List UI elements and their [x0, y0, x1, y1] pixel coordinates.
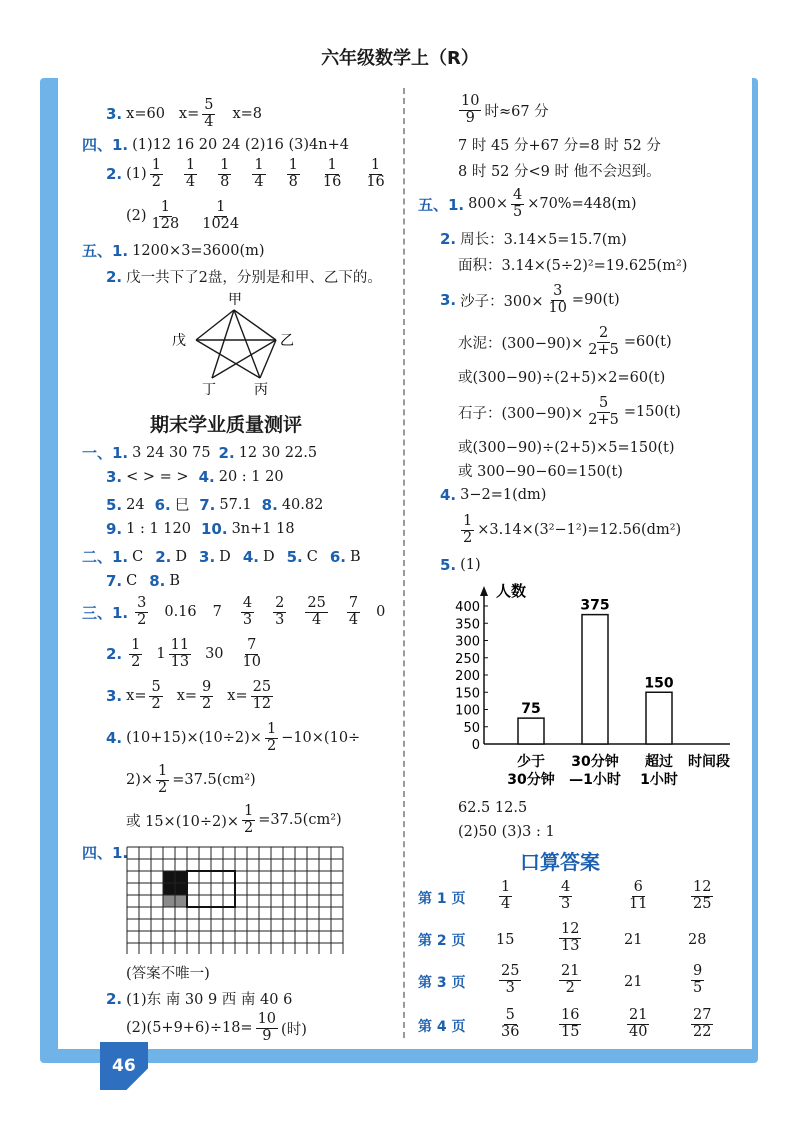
item-number: 6.: [154, 495, 171, 514]
fraction: 1 1024: [202, 199, 240, 232]
bar-chart: [440, 578, 750, 796]
answer-row: [458, 800, 527, 816]
fraction: 1 16: [322, 157, 342, 190]
fraction: $\frac{3}{10}$: [548, 283, 567, 316]
item-number: 4.: [106, 729, 123, 748]
answer-row: [106, 680, 276, 713]
answer-text: D: [219, 548, 231, 565]
oral-answers-title: 口算答案: [520, 850, 600, 874]
fraction: $\frac{25}{12}$: [252, 679, 272, 712]
answer-row: [106, 266, 382, 287]
answer-text: 时≈67 分: [484, 103, 549, 120]
answer-text: x=: [176, 688, 198, 705]
answer-row: [126, 962, 210, 983]
answer-text: 3 24 30 75: [132, 444, 211, 461]
answer-note: (答案不唯一): [126, 966, 210, 982]
answer-text: 0.16: [164, 604, 197, 621]
oral-answer-fraction: $\frac{21}{2}$: [561, 963, 580, 996]
answer-row: [458, 460, 623, 481]
item-number: 四、1.: [82, 844, 129, 862]
data-label: 150: [644, 675, 674, 692]
fraction: 1 2: [151, 157, 161, 190]
graph-edge: [212, 310, 234, 378]
answer-row: [458, 160, 661, 181]
fraction: 1 4: [185, 157, 196, 190]
answer-text: x=: [178, 106, 200, 123]
answer-text: (1): [126, 166, 147, 183]
answer-text: 12 30 22.5: [238, 444, 318, 461]
item-number: 一、1.: [82, 444, 129, 462]
shaded-square: [175, 871, 187, 883]
fraction: $\frac{5}{2+5}$: [588, 395, 619, 428]
category-label: 超过: [645, 754, 673, 770]
answer-text: −10×(10÷: [281, 730, 361, 747]
fraction: $\frac{4}{5}$: [512, 187, 523, 220]
section-title: 期末学业质量测评: [150, 414, 303, 436]
answer-row: [82, 240, 265, 261]
answer-row: [458, 514, 681, 547]
data-label: 375: [580, 597, 610, 614]
answer-text: 或 300−90−60=150(t): [458, 464, 623, 480]
category-label: —1小时: [569, 772, 621, 788]
answer-row: [440, 486, 546, 504]
answer-text: x=60: [126, 106, 165, 123]
graph-edge: [212, 340, 276, 378]
fraction: 7 4: [348, 595, 359, 628]
oral-answer-value: 21: [624, 932, 643, 948]
node-ding: 丁: [202, 382, 216, 398]
answer-row: [106, 638, 266, 671]
answer-text: (时): [281, 1021, 307, 1038]
oral-answer-fraction: $\frac{1}{4}$: [501, 879, 511, 912]
shaded-square: [163, 871, 175, 883]
answer-text: (1)东 南 30 9 西 南 40 6: [126, 992, 293, 1008]
page-header: 六年级数学上（R）: [321, 48, 479, 69]
answer-row: [106, 158, 390, 191]
bar: [518, 718, 544, 744]
y-axis-arrow: [480, 586, 488, 596]
oral-page-label: 第 4 页: [418, 1019, 466, 1035]
item-number: 2.: [106, 165, 123, 184]
answer-text: 1200×3=3600(m): [132, 242, 265, 259]
data-label: 75: [521, 701, 541, 718]
item-number: 五、1.: [82, 242, 129, 260]
fraction: $\frac{1}{2}$: [244, 803, 254, 836]
item-number: 五、1.: [418, 195, 465, 214]
category-label: 1小时: [640, 772, 678, 788]
answer-text: 或 15×(10÷2)×: [126, 813, 239, 830]
answer-text: 24: [126, 496, 145, 513]
answer-row: [126, 1012, 307, 1045]
oral-answer-value: 28: [688, 932, 707, 948]
answer-row: [82, 134, 349, 155]
answer-text: x=: [126, 688, 147, 705]
answer-row: [126, 200, 244, 233]
item-number: 5.: [286, 547, 303, 566]
item-number: 4.: [242, 547, 259, 566]
fraction: 1 2: [131, 637, 141, 670]
category-label: 少于: [517, 754, 545, 770]
answer-text: C: [132, 548, 144, 565]
item-number: 3.: [440, 291, 457, 310]
answer-text: 或(300−90)÷(2+5)×2=60(t): [458, 370, 666, 386]
answer-text: 3n+1 18: [231, 521, 295, 537]
y-tick-label: 200: [455, 669, 480, 684]
answer-text: =150(t): [623, 404, 681, 421]
answer-row: [458, 254, 687, 275]
answer-text: 20 : 1 20: [218, 469, 284, 485]
oral-page-label: 第 3 页: [418, 975, 466, 991]
shaded-square: [163, 883, 175, 895]
answer-row: [456, 94, 549, 127]
graph-edge: [196, 310, 234, 340]
item-number: 2.: [155, 547, 172, 566]
fraction: $\frac{5}{2}$: [151, 679, 161, 712]
fraction: $\frac{1}{2}$: [266, 721, 277, 754]
answer-row: [106, 988, 292, 1009]
page-number: 46: [112, 1056, 136, 1076]
fraction: 2 3: [275, 595, 285, 628]
item-number: 8.: [149, 572, 166, 590]
oral-answer-fraction: $\frac{21}{40}$: [629, 1007, 648, 1040]
item-number: 2.: [106, 645, 123, 664]
answer-text: < > = >: [126, 469, 189, 485]
answer-text: =37.5(cm²): [172, 772, 256, 789]
oral-answer-fraction: $\frac{25}{3}$: [501, 963, 520, 996]
fraction: 1 16: [366, 157, 385, 190]
fraction: $\frac{1}{2}$: [158, 763, 168, 796]
answer-text: 石子：(300−90)×: [458, 405, 584, 422]
oral-answer-value: 21: [624, 974, 643, 990]
answer-text: =37.5(cm²): [258, 812, 342, 829]
item-number: 三、1.: [82, 603, 129, 622]
fraction: 1 8: [220, 157, 230, 190]
item-number: 3.: [106, 468, 123, 486]
y-tick-label: 50: [463, 720, 480, 736]
item-number: 7.: [106, 572, 123, 590]
item-number: 2.: [106, 989, 123, 1008]
answer-row: [440, 556, 481, 574]
oral-page-label: 第 1 页: [418, 891, 466, 907]
oral-answer-fraction: $\frac{12}{25}$: [693, 879, 712, 912]
answer-text: (2): [126, 208, 147, 225]
answer-text: x=8: [232, 106, 263, 123]
answer-row: [440, 228, 627, 249]
answer-row: [106, 722, 360, 755]
answer-text: ×3.14×(3²−1²)=12.56(dm²): [477, 522, 682, 539]
answer-text: (2)50 (3)3 : 1: [458, 824, 555, 840]
shaded-square: [175, 895, 187, 907]
item-number: 4.: [198, 468, 215, 486]
answer-text: 8 时 52 分<9 时 他不会迟到。: [458, 164, 661, 180]
answer-row: [82, 442, 317, 463]
item-number: 9.: [106, 520, 123, 538]
answer-text: x=: [227, 688, 248, 705]
node-wu: 戊: [172, 333, 186, 349]
category-label: 30分钟: [571, 754, 619, 770]
answer-text: 或(300−90)÷(2+5)×5=150(t): [458, 440, 675, 456]
answer-text: 57.1: [219, 496, 252, 513]
node-yi: 乙: [280, 333, 294, 349]
answer-text: 周长：3.14×5=15.7(m): [460, 232, 627, 248]
answer-row: [106, 494, 323, 515]
answer-row: [458, 824, 555, 840]
item-number: 6.: [329, 547, 346, 566]
oral-answer-fraction: $\frac{27}{22}$: [693, 1007, 712, 1040]
answer-row: [458, 436, 675, 457]
item-number: 10.: [200, 520, 228, 538]
answer-text: ×70%=448(m): [527, 196, 637, 213]
shaded-square: [163, 895, 175, 907]
answer-text: 40.82: [281, 496, 324, 513]
fraction: $\frac{9}{2}$: [202, 679, 212, 712]
y-axis-label: 人数: [496, 582, 527, 600]
oral-answer-fraction: $\frac{6}{11}$: [629, 879, 648, 912]
answer-text: 62.5 12.5: [458, 800, 528, 816]
fraction: 10 9: [461, 93, 480, 126]
answer-row: [82, 596, 385, 629]
match-graph: [168, 288, 308, 398]
fraction: 3 2: [137, 595, 147, 628]
fraction: 25 4: [307, 595, 326, 628]
fraction: 7 10: [242, 637, 261, 670]
answer-text: B: [169, 573, 181, 589]
y-tick-label: 400: [455, 600, 480, 615]
fraction: $\frac{1}{2}$: [463, 513, 473, 546]
item-number: 2.: [106, 267, 123, 286]
y-tick-label: 100: [455, 703, 480, 719]
answer-text: 戊一共下了2盘，分别是和甲、乙下的。: [126, 270, 382, 286]
square-grid: [126, 846, 346, 954]
oral-answer-fraction: $\frac{4}{3}$: [561, 879, 571, 912]
graph-edge: [234, 310, 260, 378]
y-tick-label: 250: [455, 651, 480, 667]
fraction: $\frac{10}{9}$: [257, 1011, 277, 1044]
answer-row: [440, 284, 620, 317]
answer-text: C: [126, 573, 138, 589]
category-label: 30分钟: [507, 772, 555, 788]
fraction: 1 128: [151, 199, 180, 232]
oral-page-label: 第 2 页: [418, 933, 466, 949]
answer-row: [82, 842, 132, 863]
answer-text: 水泥：(300−90)×: [458, 335, 584, 352]
fraction: 4 3: [242, 595, 253, 628]
graph-edge: [260, 340, 276, 378]
answer-text: 7 时 45 分+67 分=8 时 52 分: [458, 138, 661, 154]
answer-text: D: [262, 548, 275, 565]
answer-row: [418, 188, 636, 221]
x-axis-label: 时间段: [688, 754, 730, 770]
answer-text: =90(t): [571, 292, 620, 309]
answer-row: [458, 134, 661, 155]
y-tick-label: 300: [455, 634, 480, 650]
graph-edge: [196, 340, 260, 378]
oral-answer-fraction: $\frac{5}{36}$: [501, 1007, 520, 1040]
answer-text: 巳: [174, 498, 190, 514]
item-number: 四、1.: [82, 136, 129, 154]
answer-text: (1): [460, 557, 481, 573]
item-number: 5.: [440, 556, 457, 574]
oral-answer-fraction: $\frac{12}{13}$: [561, 921, 580, 954]
answer-text: (10+15)×(10÷2)×: [126, 730, 262, 747]
answer-text: 2)×: [126, 772, 154, 789]
item-number: 3.: [106, 687, 123, 706]
shaded-square: [175, 883, 187, 895]
answer-row: [106, 572, 180, 590]
bar: [646, 692, 672, 744]
answer-text: (2)(5+9+6)÷18=: [126, 1020, 253, 1037]
fraction: 1 8: [288, 157, 298, 190]
item-number: 5.: [106, 495, 123, 514]
item-number: 3.: [199, 547, 216, 566]
answer-text: 800×: [468, 196, 508, 213]
answer-row: [106, 468, 284, 486]
item-number: 7.: [199, 495, 216, 514]
answer-row: [126, 764, 256, 797]
answer-text: 1 : 1 120: [126, 521, 191, 537]
answer-text: 30: [205, 646, 224, 663]
item-number: 2.: [218, 443, 235, 462]
answer-row: [458, 366, 665, 387]
answer-row: [126, 804, 342, 837]
node-jia: 甲: [228, 292, 242, 308]
answer-text: 沙子：300×: [460, 293, 544, 310]
fraction: 1 4: [254, 157, 264, 190]
answer-row: [106, 520, 295, 538]
answer-row: [458, 396, 681, 429]
oral-answer-fraction: $\frac{16}{15}$: [561, 1007, 580, 1040]
answer-row: [458, 326, 672, 359]
fraction: 11 13: [170, 637, 190, 670]
answer-row: [106, 98, 262, 131]
oral-answer-fraction: $\frac{9}{5}$: [693, 963, 703, 996]
answer-text: 7: [212, 604, 222, 621]
item-number: 8.: [261, 495, 278, 514]
item-number: 2.: [440, 229, 457, 248]
item-number: 二、1.: [82, 548, 129, 566]
y-tick-label: 150: [455, 686, 480, 702]
answer-text: 面积：3.14×(5÷2)²=19.625(m²): [458, 258, 688, 274]
y-tick-label: 0: [471, 738, 480, 753]
column-divider: [403, 88, 405, 1038]
answer-text: B: [349, 548, 361, 565]
fraction: $\frac{2}{2+5}$: [588, 325, 619, 358]
y-tick-label: 350: [455, 617, 480, 633]
answer-text: D: [175, 548, 188, 565]
answer-text: 3−2=1(dm): [460, 487, 547, 503]
answer-text: 1: [156, 646, 166, 663]
answer-text: C: [306, 548, 318, 565]
answer-text: (1)12 16 20 24 (2)16 (3)4n+4: [132, 136, 349, 153]
answer-text: 0: [376, 604, 386, 621]
answer-row: [82, 546, 361, 567]
item-number: 4.: [440, 486, 457, 504]
node-bing: 丙: [254, 382, 268, 398]
item-number: 3.: [106, 105, 123, 124]
bar: [582, 615, 608, 744]
fraction: $\frac{5}{4}$: [204, 97, 214, 130]
oral-answer-value: 15: [496, 932, 515, 948]
answer-text: =60(t): [623, 334, 672, 351]
